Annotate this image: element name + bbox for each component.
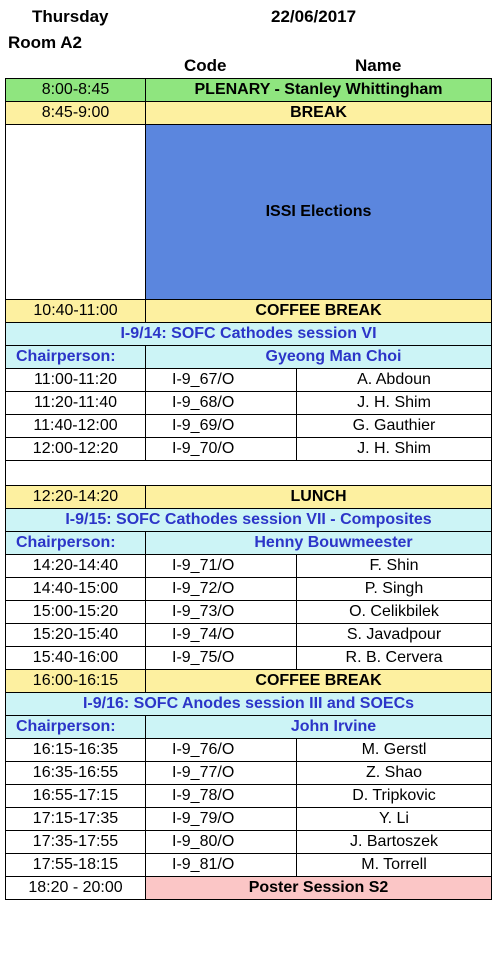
room-label: Room A2 (8, 33, 82, 52)
talk-code: I-9_74/O (146, 624, 297, 647)
talk-row (6, 555, 492, 578)
elections-row (6, 125, 492, 300)
schedule-table (5, 78, 492, 900)
talk-time: 17:35-17:55 (6, 831, 146, 854)
talk-time: 16:35-16:55 (6, 762, 146, 785)
day-label: Thursday (32, 7, 109, 26)
coffee-break-time: 16:00-16:15 (6, 670, 146, 693)
talk-time: 14:20-14:40 (6, 555, 146, 578)
talk-speaker: J. H. Shim (297, 392, 492, 415)
talk-row (6, 808, 492, 831)
talk-time: 15:40-16:00 (6, 647, 146, 670)
talk-code: I-9_77/O (146, 762, 297, 785)
talk-speaker: S. Javadpour (297, 624, 492, 647)
talk-code: I-9_68/O (146, 392, 297, 415)
talk-speaker: F. Shin (297, 555, 492, 578)
talk-speaker: M. Torrell (297, 854, 492, 877)
session-title-row (6, 693, 492, 716)
talk-time: 11:20-11:40 (6, 392, 146, 415)
talk-code: I-9_71/O (146, 555, 297, 578)
talk-time: 16:55-17:15 (6, 785, 146, 808)
elections-block: ISSI Elections (146, 125, 492, 300)
chair-label: Chairperson: (6, 346, 146, 369)
break-row (6, 102, 492, 125)
poster-row (6, 877, 492, 900)
coffee-break-time: 10:40-11:00 (6, 300, 146, 323)
chair-label: Chairperson: (6, 716, 146, 739)
talk-time: 16:15-16:35 (6, 739, 146, 762)
poster-time: 18:20 - 20:00 (6, 877, 146, 900)
talk-speaker: A. Abdoun (297, 369, 492, 392)
talk-row (6, 392, 492, 415)
chair-name: Henny Bouwmeester (146, 532, 492, 555)
chair-name: John Irvine (146, 716, 492, 739)
talk-speaker: P. Singh (297, 578, 492, 601)
chair-row (6, 716, 492, 739)
talk-time: 15:00-15:20 (6, 601, 146, 624)
chair-row (6, 346, 492, 369)
talk-code: I-9_69/O (146, 415, 297, 438)
talk-code: I-9_73/O (146, 601, 297, 624)
talk-row (6, 578, 492, 601)
talk-code: I-9_78/O (146, 785, 297, 808)
lunch-row (6, 486, 492, 509)
coffee-break-row (6, 670, 492, 693)
talk-code: I-9_70/O (146, 438, 297, 461)
session-title-row (6, 509, 492, 532)
talk-speaker: J. H. Shim (297, 438, 492, 461)
talk-row (6, 369, 492, 392)
session-title-row (6, 323, 492, 346)
talk-row (6, 785, 492, 808)
break-title: BREAK (146, 102, 492, 125)
coffee-break-row (6, 300, 492, 323)
talk-row (6, 739, 492, 762)
talk-row (6, 831, 492, 854)
talk-speaker: G. Gauthier (297, 415, 492, 438)
talk-time: 15:20-15:40 (6, 624, 146, 647)
name-column-header: Name (355, 56, 402, 75)
talk-row (6, 415, 492, 438)
talk-time: 14:40-15:00 (6, 578, 146, 601)
empty-cell (6, 125, 146, 300)
talk-code: I-9_72/O (146, 578, 297, 601)
talk-time: 12:00-12:20 (6, 438, 146, 461)
talk-time: 11:40-12:00 (6, 415, 146, 438)
chair-label: Chairperson: (6, 532, 146, 555)
session-title: I-9/16: SOFC Anodes session III and SOECs (6, 693, 492, 716)
break-time: 8:45-9:00 (6, 102, 146, 125)
talk-code: I-9_67/O (146, 369, 297, 392)
talk-speaker: R. B. Cervera (297, 647, 492, 670)
plenary-time: 8:00-8:45 (6, 79, 146, 102)
coffee-break-title: COFFEE BREAK (146, 300, 492, 323)
date-label: 22/06/2017 (271, 7, 357, 26)
chair-name: Gyeong Man Choi (146, 346, 492, 369)
talk-code: I-9_79/O (146, 808, 297, 831)
talk-row (6, 647, 492, 670)
lunch-title: LUNCH (146, 486, 492, 509)
talk-time: 11:00-11:20 (6, 369, 146, 392)
talk-row (6, 624, 492, 647)
session-title: I-9/15: SOFC Cathodes session VII - Composites (6, 509, 492, 532)
talk-code: I-9_81/O (146, 854, 297, 877)
chair-row (6, 532, 492, 555)
talk-row (6, 854, 492, 877)
talk-code: I-9_76/O (146, 739, 297, 762)
blank-cell (6, 461, 492, 486)
lunch-time: 12:20-14:20 (6, 486, 146, 509)
blank-row (6, 461, 492, 486)
plenary-row (6, 79, 492, 102)
talk-speaker: Z. Shao (297, 762, 492, 785)
talk-speaker: Y. Li (297, 808, 492, 831)
talk-row (6, 601, 492, 624)
plenary-title: PLENARY - Stanley Whittingham (146, 79, 492, 102)
talk-code: I-9_80/O (146, 831, 297, 854)
session-title: I-9/14: SOFC Cathodes session VI (6, 323, 492, 346)
talk-speaker: D. Tripkovic (297, 785, 492, 808)
talk-speaker: M. Gerstl (297, 739, 492, 762)
talk-time: 17:55-18:15 (6, 854, 146, 877)
talk-code: I-9_75/O (146, 647, 297, 670)
poster-title: Poster Session S2 (146, 877, 492, 900)
talk-row (6, 762, 492, 785)
talk-time: 17:15-17:35 (6, 808, 146, 831)
talk-speaker: J. Bartoszek (297, 831, 492, 854)
coffee-break-title: COFFEE BREAK (146, 670, 492, 693)
talk-row (6, 438, 492, 461)
talk-speaker: O. Celikbilek (297, 601, 492, 624)
code-column-header: Code (184, 56, 227, 75)
